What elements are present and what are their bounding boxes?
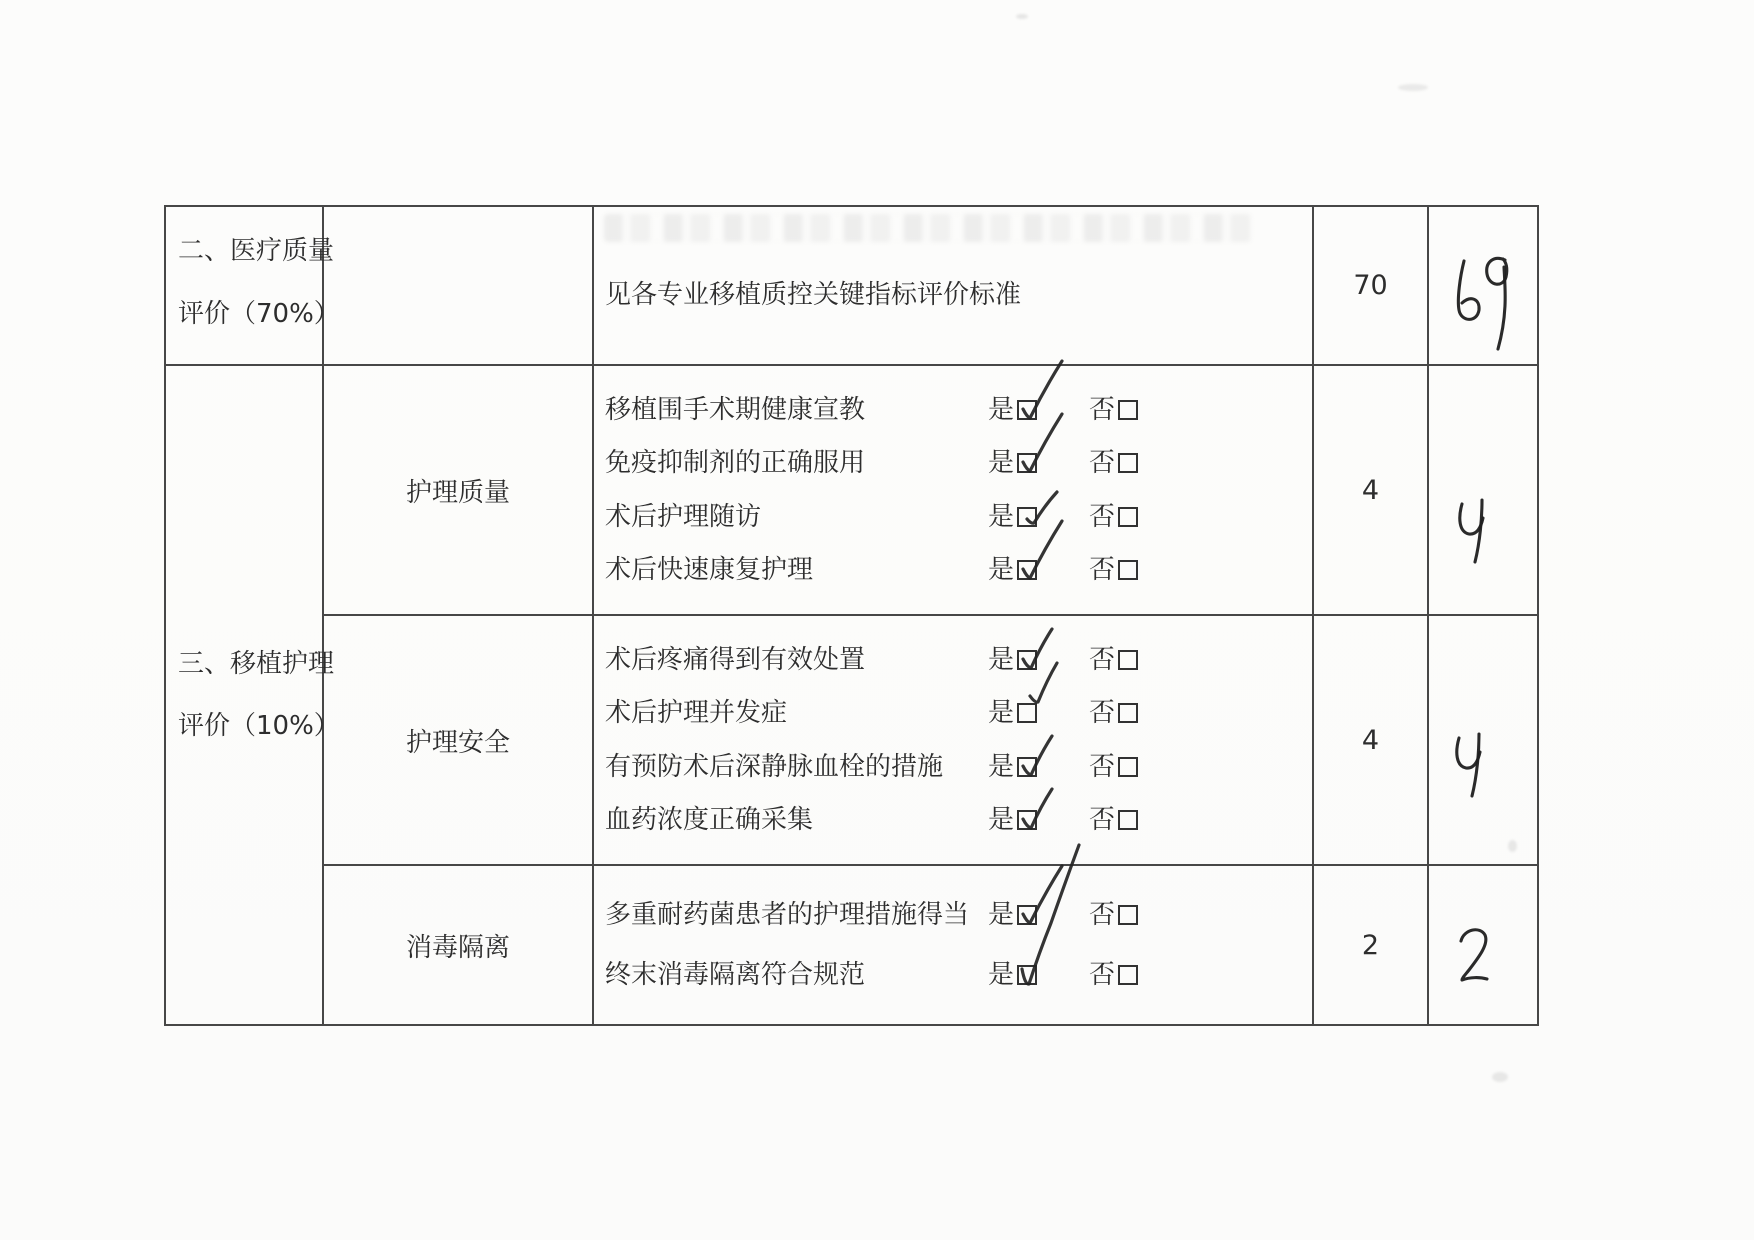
content-text: 见各专业移植质控关键指标评价标准 bbox=[605, 280, 1022, 310]
handwritten-score-69 bbox=[1447, 253, 1523, 357]
yes-option: 是 bbox=[988, 647, 1037, 673]
item-label: 血药浓度正确采集 bbox=[605, 805, 814, 836]
item-label: 终末消毒隔离符合规范 bbox=[605, 959, 866, 990]
standard-score-cell bbox=[1314, 366, 1429, 616]
content-cell-medical-quality bbox=[594, 207, 1314, 366]
no-option: 否 bbox=[1089, 647, 1138, 673]
standard-score-cell bbox=[1314, 866, 1429, 1024]
no-option: 否 bbox=[1089, 962, 1138, 988]
no-option: 否 bbox=[1089, 807, 1138, 833]
yes-option: 是 bbox=[988, 807, 1037, 833]
yes-checkbox[interactable] bbox=[1017, 453, 1037, 473]
category-cell-transplant-nursing bbox=[166, 366, 340, 1024]
category-title: 二、医疗质量 bbox=[178, 236, 335, 266]
subcategory-nursing-quality: 护理质量 bbox=[324, 366, 594, 616]
no-checkbox[interactable] bbox=[1118, 507, 1138, 527]
checklist-nursing-quality bbox=[594, 366, 1314, 616]
no-checkbox[interactable] bbox=[1118, 703, 1138, 723]
actual-score-cell bbox=[1429, 616, 1537, 866]
standard-score-cell bbox=[1314, 207, 1429, 366]
yes-checkbox[interactable] bbox=[1017, 560, 1037, 580]
subcategory-disinfection-isolation: 消毒隔离 bbox=[324, 866, 594, 1024]
checklist-item bbox=[594, 751, 1312, 782]
actual-score-cell bbox=[1429, 207, 1537, 366]
subcategory-cell-empty bbox=[324, 207, 594, 366]
category-cell-medical-quality bbox=[166, 207, 340, 366]
checklist-item bbox=[594, 900, 1312, 931]
yes-option: 是 bbox=[988, 450, 1037, 476]
yes-checkbox[interactable] bbox=[1017, 507, 1037, 527]
yes-option: 是 bbox=[988, 962, 1037, 988]
no-option: 否 bbox=[1089, 397, 1138, 423]
checklist-nursing-safety bbox=[594, 616, 1314, 866]
item-label: 多重耐药菌患者的护理措施得当 bbox=[605, 900, 970, 931]
yes-option: 是 bbox=[988, 700, 1037, 726]
yes-option: 是 bbox=[988, 754, 1037, 780]
category-weight: 评价（10%） bbox=[178, 711, 340, 741]
checklist-item bbox=[594, 805, 1312, 836]
no-option: 否 bbox=[1089, 504, 1138, 530]
actual-score-cell bbox=[1429, 366, 1537, 616]
checklist-item bbox=[594, 394, 1312, 425]
standard-score: 70 bbox=[1353, 270, 1388, 301]
item-label: 移植围手术期健康宣教 bbox=[605, 394, 866, 425]
checklist-item bbox=[594, 959, 1312, 990]
handwritten-score-4 bbox=[1446, 730, 1496, 802]
item-label: 有预防术后深静脉血栓的措施 bbox=[605, 751, 944, 782]
erased-text-smudge bbox=[604, 214, 1252, 242]
yes-checkbox[interactable] bbox=[1017, 905, 1037, 925]
item-label: 术后护理随访 bbox=[605, 501, 762, 532]
item-label: 术后护理并发症 bbox=[605, 698, 788, 729]
actual-score-cell bbox=[1429, 866, 1537, 1024]
no-option: 否 bbox=[1089, 754, 1138, 780]
subcategory-nursing-safety: 护理安全 bbox=[324, 616, 594, 866]
checklist-item bbox=[594, 555, 1312, 586]
yes-option: 是 bbox=[988, 557, 1037, 583]
handwritten-score-4 bbox=[1449, 496, 1499, 568]
yes-option: 是 bbox=[988, 397, 1037, 423]
no-checkbox[interactable] bbox=[1118, 650, 1138, 670]
no-checkbox[interactable] bbox=[1118, 453, 1138, 473]
scan-artifact bbox=[1492, 1072, 1508, 1082]
checklist-disinfection-isolation bbox=[594, 866, 1314, 1024]
no-option: 否 bbox=[1089, 557, 1138, 583]
yes-checkbox[interactable] bbox=[1017, 965, 1037, 985]
no-option: 否 bbox=[1089, 902, 1138, 928]
no-checkbox[interactable] bbox=[1118, 810, 1138, 830]
item-label: 术后疼痛得到有效处置 bbox=[605, 644, 866, 675]
item-label: 免疫抑制剂的正确服用 bbox=[605, 448, 866, 479]
no-option: 否 bbox=[1089, 700, 1138, 726]
no-checkbox[interactable] bbox=[1118, 560, 1138, 580]
no-checkbox[interactable] bbox=[1118, 400, 1138, 420]
no-option: 否 bbox=[1089, 450, 1138, 476]
handwritten-score-2 bbox=[1451, 924, 1497, 986]
yes-option: 是 bbox=[988, 902, 1037, 928]
yes-checkbox[interactable] bbox=[1017, 650, 1037, 670]
no-checkbox[interactable] bbox=[1118, 757, 1138, 777]
category-title: 三、移植护理 bbox=[178, 649, 335, 679]
yes-checkbox[interactable] bbox=[1017, 703, 1037, 723]
scan-artifact bbox=[1398, 84, 1428, 91]
standard-score-cell bbox=[1314, 616, 1429, 866]
checklist-item bbox=[594, 501, 1312, 532]
checklist-item bbox=[594, 644, 1312, 675]
no-checkbox[interactable] bbox=[1118, 965, 1138, 985]
evaluation-table bbox=[164, 205, 1539, 1026]
standard-score: 2 bbox=[1361, 929, 1380, 961]
yes-checkbox[interactable] bbox=[1017, 757, 1037, 777]
no-checkbox[interactable] bbox=[1118, 905, 1138, 925]
yes-checkbox[interactable] bbox=[1017, 810, 1037, 830]
checklist-item bbox=[594, 448, 1312, 479]
yes-checkbox[interactable] bbox=[1017, 400, 1037, 420]
item-label: 术后快速康复护理 bbox=[605, 555, 814, 586]
standard-score: 4 bbox=[1361, 474, 1380, 506]
scan-artifact bbox=[1016, 14, 1028, 19]
category-weight: 评价（70%） bbox=[178, 299, 340, 329]
standard-score: 4 bbox=[1361, 724, 1380, 756]
checklist-item bbox=[594, 698, 1312, 729]
yes-option: 是 bbox=[988, 504, 1037, 530]
